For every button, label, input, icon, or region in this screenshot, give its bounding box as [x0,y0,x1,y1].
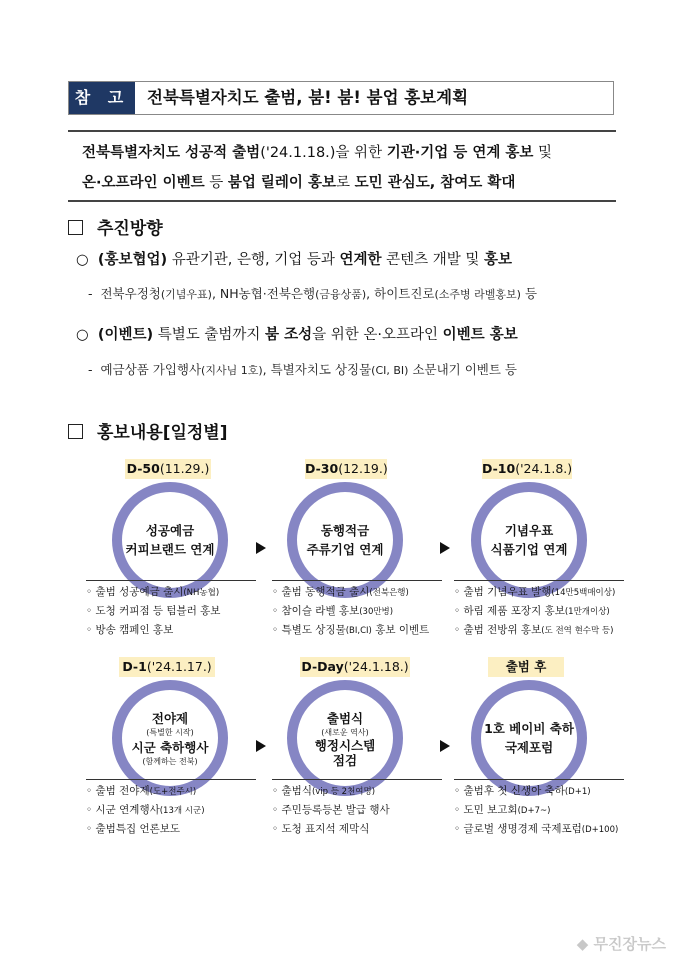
label-bold: 출범 후 [505,659,547,674]
label-bold: D-1 [122,659,147,674]
detail-text: 등 [520,286,538,301]
item-text: 콘텐츠 개발 및 [381,252,485,268]
list-text: 도청 표지석 제막식 [281,823,370,835]
list-text: 도청 커피점 등 텀블러 홍보 [95,605,221,617]
timeline-label-d30 [305,459,387,479]
list-note: (13개 시군) [159,806,205,816]
list-text: 글로벌 생명경제 국제포럼 [463,823,582,835]
summary-text: 출범 [232,145,261,161]
circle-subtext: (함께하는 전북) [142,757,198,766]
checkbox-square-icon [68,220,83,235]
circle-subtext: (새로운 역사) [321,727,369,737]
circle-text: 시군 축하행사 [131,740,209,755]
item-text: 홍보 [484,252,513,268]
summary-text: 및 [533,145,553,161]
list-note: (D+100) [581,825,619,835]
dash-bullet: - [88,286,101,301]
label-date: (12.19.) [338,461,388,476]
summary-text: 등 [204,175,228,191]
list-item: ◦ 출범 전방위 홍보(도 전역 현수막 등) [454,624,614,636]
list-note: (D+1) [564,787,591,797]
direction-item-2 [76,323,518,344]
list-item: ◦ 참이슬 라벨 홍보(30만병) [272,605,394,617]
label-date: (11.29.) [159,461,210,476]
reference-tag: 참 고 [69,82,135,114]
dash-bullet: - [88,362,101,377]
watermark-text: 무진장뉴스 [593,935,666,953]
list-item: ◦ 특별도 상징물(BI,CI) 홍보 이벤트 [272,624,430,636]
list-text: 출범식 [281,785,312,797]
timeline-label-after [488,657,564,677]
label-bold: D-50 [126,461,160,476]
list-item: ◦ 출범 전야제(도+전주시) [86,785,197,797]
list-text: 출범후 첫 신생아 축하 [463,785,565,797]
list-item: ◦ 시군 연계행사(13개 시군) [86,804,205,816]
item-text: 을 위한 온·오프라인 [312,327,443,343]
label-bold: D-Day [301,659,344,674]
list-item: ◦ 도민 보고회(D+7~) [454,804,551,816]
detail-text: 전북우정청 [100,286,161,301]
summary-text: 기관·기업 등 연계 홍보 [386,145,534,161]
label-bold: D-30 [305,461,339,476]
item-text: 특별도 출범까지 [153,327,266,343]
summary-text: 전북특별자치도 성공적 [82,145,233,161]
section-title: 추진방향 [97,219,163,239]
circle-text: 1호 베이비 축하 [484,721,574,736]
detail-text: 소문내기 이벤트 등 [408,362,517,377]
arrow-right-icon [440,542,450,554]
direction-item-2-detail [88,360,517,378]
list-text: 홍보 이벤트 [371,624,430,636]
summary-line-1 [82,141,552,162]
detail-text: , 특별자치도 상징물 [262,362,372,377]
circle-text: 기념우표 [504,523,554,538]
list-note: (D+7~) [517,806,551,816]
list-text: 도민 보고회 [463,804,518,816]
list-text: 특별도 상징물 [281,624,346,636]
list-note: (1만개이상) [564,607,610,617]
list-text: 출범 기념우표 발행 [463,586,552,598]
section-title: 홍보내용[일정별] [97,423,228,443]
item-text: 유관기관, 은행, 기업 등과 [167,252,340,268]
summary-text: 로 [336,175,355,191]
detail-text: (소주병 라벨홍보) [434,288,521,301]
item-text: 붐 조성 [265,327,313,343]
detail-text: , 하이트진로 [366,286,435,301]
direction-item-1-detail [88,284,537,302]
arrow-right-icon [256,542,266,554]
list-text: 출범 전야제 [95,785,150,797]
detail-text: , NH농협·전북은행 [211,286,316,301]
list-item: ◦ 출범 성공예금 출시(NH농협) [86,586,220,598]
watermark-logo-icon: ◆ [576,935,594,953]
list-item: ◦ 하림 제품 포장지 홍보(1만개이상) [454,605,610,617]
circle-text: 성공예금 [145,523,195,538]
label-date: ('24.1.17.) [146,659,212,674]
list-item: ◦ 출범식(vip 등 2천여명) [272,785,376,797]
list-text: 주민등록등본 발급 행사 [281,804,390,816]
detail-text: (지사님 1호) [201,364,263,377]
label-bold: D-10 [482,461,516,476]
summary-text: ('24.1.18.)을 위한 [260,145,387,161]
list-item: ◦ 방송 캠페인 홍보 [86,624,174,636]
timeline-list-d30 [272,580,442,640]
summary-box [68,130,616,202]
checkbox-square-icon [68,424,83,439]
list-item: ◦ 출범 동행적금 출시(전북은행) [272,586,409,598]
list-note: (도+전주시) [149,787,197,797]
circle-text: 식품기업 연계 [490,542,568,557]
timeline-list-dday [272,779,442,839]
timeline-label-d50 [125,459,211,479]
timeline-label-dday [300,657,410,677]
item-text: 이벤트 홍보 [442,327,518,343]
list-note: (전북은행) [369,588,409,598]
item-text: (홍보협업) [97,252,168,268]
watermark [577,933,666,954]
timeline-list-d50 [86,580,256,640]
list-item: ◦ 출범특집 언론보도 [86,823,181,835]
label-date: ('24.1.8.) [515,461,573,476]
list-item: ◦ 글로벌 생명경제 국제포럼(D+100) [454,823,619,835]
circle-text: 커피브랜드 연계 [125,542,215,557]
item-text: (이벤트) [97,327,154,343]
list-text: 출범 전방위 홍보 [463,624,542,636]
circle-bullet-icon: ○ [76,252,98,268]
detail-text: (기념우표) [160,288,212,301]
list-item: ◦ 출범 기념우표 발행(14만5백매이상) [454,586,616,598]
circle-text: 국제포럼 [504,740,554,755]
timeline-list-d10 [454,580,624,640]
list-text: 출범 성공예금 출시 [95,586,184,598]
list-item: ◦ 도청 표지석 제막식 [272,823,370,835]
timeline-list-d1 [86,779,256,839]
summary-text: 붐업 릴레이 홍보 [227,175,337,191]
section-heading-schedule [68,418,228,443]
list-note: (30만병) [359,607,394,617]
page-title: 전북특별자치도 출범, 붐! 붐! 붐업 홍보계획 [147,88,469,107]
circle-subtext: (특별한 시작) [146,728,194,737]
circle-text: 행정시스템 [314,737,376,753]
list-note: (vip 등 2천여명) [311,787,376,797]
list-item: ◦ 출범후 첫 신생아 축하(D+1) [454,785,591,797]
list-note: (도 전역 현수막 등) [541,626,614,636]
detail-text: (CI, BI) [371,364,409,377]
circle-text: 주류기업 연계 [306,542,384,557]
list-text: 출범특집 언론보도 [95,823,181,835]
arrow-right-icon [440,740,450,752]
circle-text: 동행적금 [320,523,370,538]
list-text: 방송 캠페인 홍보 [95,624,174,636]
circle-text: 점검 [332,752,358,768]
circle-bullet-icon: ○ [76,327,98,343]
circle-text: 출범식 [326,710,364,726]
list-note: (BI,CI) [345,626,372,636]
list-item: ◦ 주민등록등본 발급 행사 [272,804,390,816]
summary-line-2 [82,171,515,192]
arrow-right-icon [256,740,266,752]
list-text: 하림 제품 포장지 홍보 [463,605,565,617]
summary-text: 온·오프라인 이벤트 [82,175,205,191]
list-text: 참이슬 라벨 홍보 [281,605,360,617]
summary-text: 도민 관심도, 참여도 확대 [354,175,516,191]
direction-item-1 [76,248,512,269]
circle-text: 전야제 [151,711,189,726]
list-text: 출범 동행적금 출시 [281,586,370,598]
list-note: (14만5백매이상) [551,588,616,598]
timeline-label-d1 [119,657,215,677]
page-header [68,81,614,115]
list-text: 시군 연계행사 [95,804,160,816]
timeline-list-after [454,779,624,839]
list-note: (NH농협) [183,588,220,598]
item-text: 연계한 [339,252,382,268]
timeline-label-d10 [482,459,572,479]
detail-text: 예금상품 가입행사 [100,362,202,377]
section-heading-direction [68,214,163,239]
detail-text: (금융상품) [315,288,367,301]
label-date: ('24.1.18.) [343,659,409,674]
list-item: ◦ 도청 커피점 등 텀블러 홍보 [86,605,221,617]
